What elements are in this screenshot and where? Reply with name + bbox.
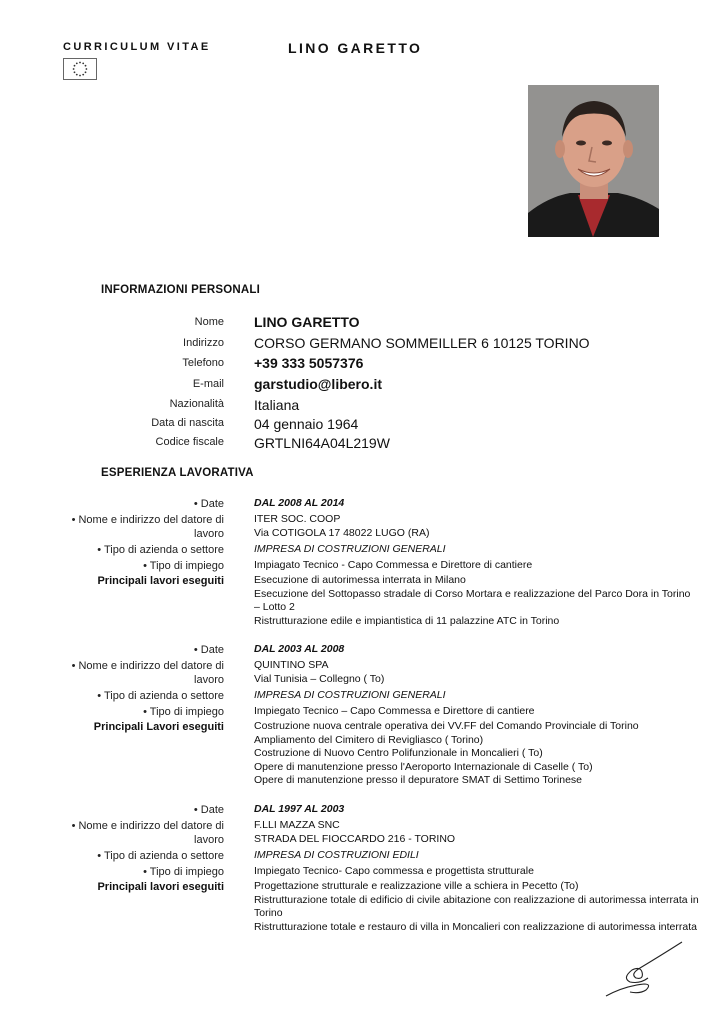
indirizzo-label: Indirizzo	[183, 337, 224, 349]
telefono-value: +39 333 5057376	[254, 355, 364, 371]
date-label: • Date	[193, 498, 224, 510]
eu-flag-icon	[63, 58, 97, 80]
cv-header	[63, 41, 263, 80]
works-label: Principali Lavori eseguiti	[93, 721, 224, 733]
cf-label: Codice fiscale	[155, 436, 224, 448]
job-date: DAL 1997 AL 2003	[254, 803, 345, 815]
works-label: Principali lavori eseguiti	[97, 575, 224, 587]
sector-label: • Tipo di azienda o settore	[97, 544, 224, 556]
indirizzo-value: CORSO GERMANO SOMMEILLER 6 10125 TORINO	[254, 335, 590, 351]
cf-value: GRTLNI64A04L219W	[254, 435, 390, 451]
work-item: Opere di manutenzione presso l'Aeroporto Internazionale di Caselle ( To)	[254, 760, 593, 773]
job-employer: QUINTINO SPA	[254, 659, 329, 671]
job-date: DAL 2003 AL 2008	[254, 643, 345, 655]
job-role: Impiegato Tecnico- Capo commessa e progettista strutturale	[254, 865, 534, 877]
job-address: Via COTIGOLA 17 48022 LUGO (RA)	[254, 527, 430, 539]
work-item: Ampliamento del Cimitero di Revigliasco ( Torino)	[254, 733, 484, 746]
job-works	[254, 720, 674, 788]
employer-label: • Nome e indirizzo del datore di	[71, 514, 224, 526]
work-item: Ristrutturazione totale di edificio di civile abitazione con realizzazione di autorimessa interrata in	[254, 893, 699, 906]
date-label: • Date	[193, 804, 224, 816]
work-item: Costruzione di Nuovo Centro Polifunzionale in Moncalieri ( To)	[254, 747, 543, 759]
email-value: garstudio@libero.it	[254, 376, 382, 392]
job-employer: F.LLI MAZZA SNC	[254, 819, 340, 831]
job-sector: IMPRESA DI COSTRUZIONI GENERALI	[254, 689, 446, 701]
date-label: • Date	[193, 644, 224, 656]
employer-label-cont: lavoro	[194, 834, 224, 846]
nascita-label: Data di nascita	[151, 417, 224, 429]
work-item: – Lotto 2	[254, 601, 295, 613]
works-label: Principali lavori eseguiti	[97, 881, 224, 893]
job-sector: IMPRESA DI COSTRUZIONI EDILI	[254, 849, 419, 861]
work-item: Progettazione strutturale e realizzazione ville a schiera in Pecetto (To)	[254, 880, 579, 892]
work-item: Opere di manutenzione presso il depuratore SMAT di Settimo Torinese	[254, 774, 583, 786]
job-works	[254, 880, 699, 934]
work-item: Ristrutturazione totale e restauro di villa in Moncalieri con realizzazione di autorimessa interrata	[254, 920, 697, 933]
job-type-label: • Tipo di impiego	[143, 560, 224, 572]
job-works	[254, 574, 691, 628]
employer-label: • Nome e indirizzo del datore di	[71, 660, 224, 672]
telefono-label: Telefono	[182, 357, 224, 369]
work-item: Esecuzione di autorimessa interrata in Milano	[254, 574, 466, 586]
profile-photo	[528, 85, 659, 237]
employer-label-cont: lavoro	[194, 528, 224, 540]
job-address: Vial Tunisia – Collegno ( To)	[254, 673, 385, 685]
nazionalita-label: Nazionalità	[169, 398, 224, 410]
work-item: Torino	[254, 907, 283, 919]
name-title: LINO GARETTO	[288, 40, 423, 56]
cv-title: CURRICULUM VITAE	[63, 41, 211, 53]
work-item: Costruzione nuova centrale operativa dei VV.FF del Comando Provinciale di Torino	[254, 720, 639, 732]
job-date: DAL 2008 AL 2014	[254, 497, 345, 509]
job-type-label: • Tipo di impiego	[143, 866, 224, 878]
job-address: STRADA DEL FIOCCARDO 216 - TORINO	[254, 833, 456, 845]
job-role: Impiegato Tecnico – Capo Commessa e Direttore di cantiere	[254, 705, 535, 717]
job-role: Impiagato Tecnico - Capo Commessa e Direttore di cantiere	[254, 559, 533, 571]
employer-label: • Nome e indirizzo del datore di	[71, 820, 224, 832]
nazionalita-value: Italiana	[254, 397, 300, 413]
work-item: Esecuzione del Sottopasso stradale di Corso Mortara e realizzazione del Parco Dora in Torino	[254, 587, 691, 600]
sector-label: • Tipo di azienda o settore	[97, 850, 224, 862]
section-experience-heading: ESPERIENZA LAVORATIVA	[101, 467, 254, 479]
employer-label-cont: lavoro	[194, 674, 224, 686]
job-type-label: • Tipo di impiego	[143, 706, 224, 718]
nome-label: Nome	[194, 316, 224, 328]
work-item: Ristrutturazione edile e impiantistica di 11 palazzine ATC in Torino	[254, 614, 560, 627]
nome-value: LINO GARETTO	[254, 314, 360, 330]
email-label: E-mail	[192, 378, 224, 390]
nascita-value: 04 gennaio 1964	[254, 416, 359, 432]
job-employer: ITER SOC. COOP	[254, 513, 341, 525]
section-personal-heading: INFORMAZIONI PERSONALI	[101, 284, 261, 296]
signature	[600, 938, 690, 1000]
job-sector: IMPRESA DI COSTRUZIONI GENERALI	[254, 543, 446, 555]
sector-label: • Tipo di azienda o settore	[97, 690, 224, 702]
